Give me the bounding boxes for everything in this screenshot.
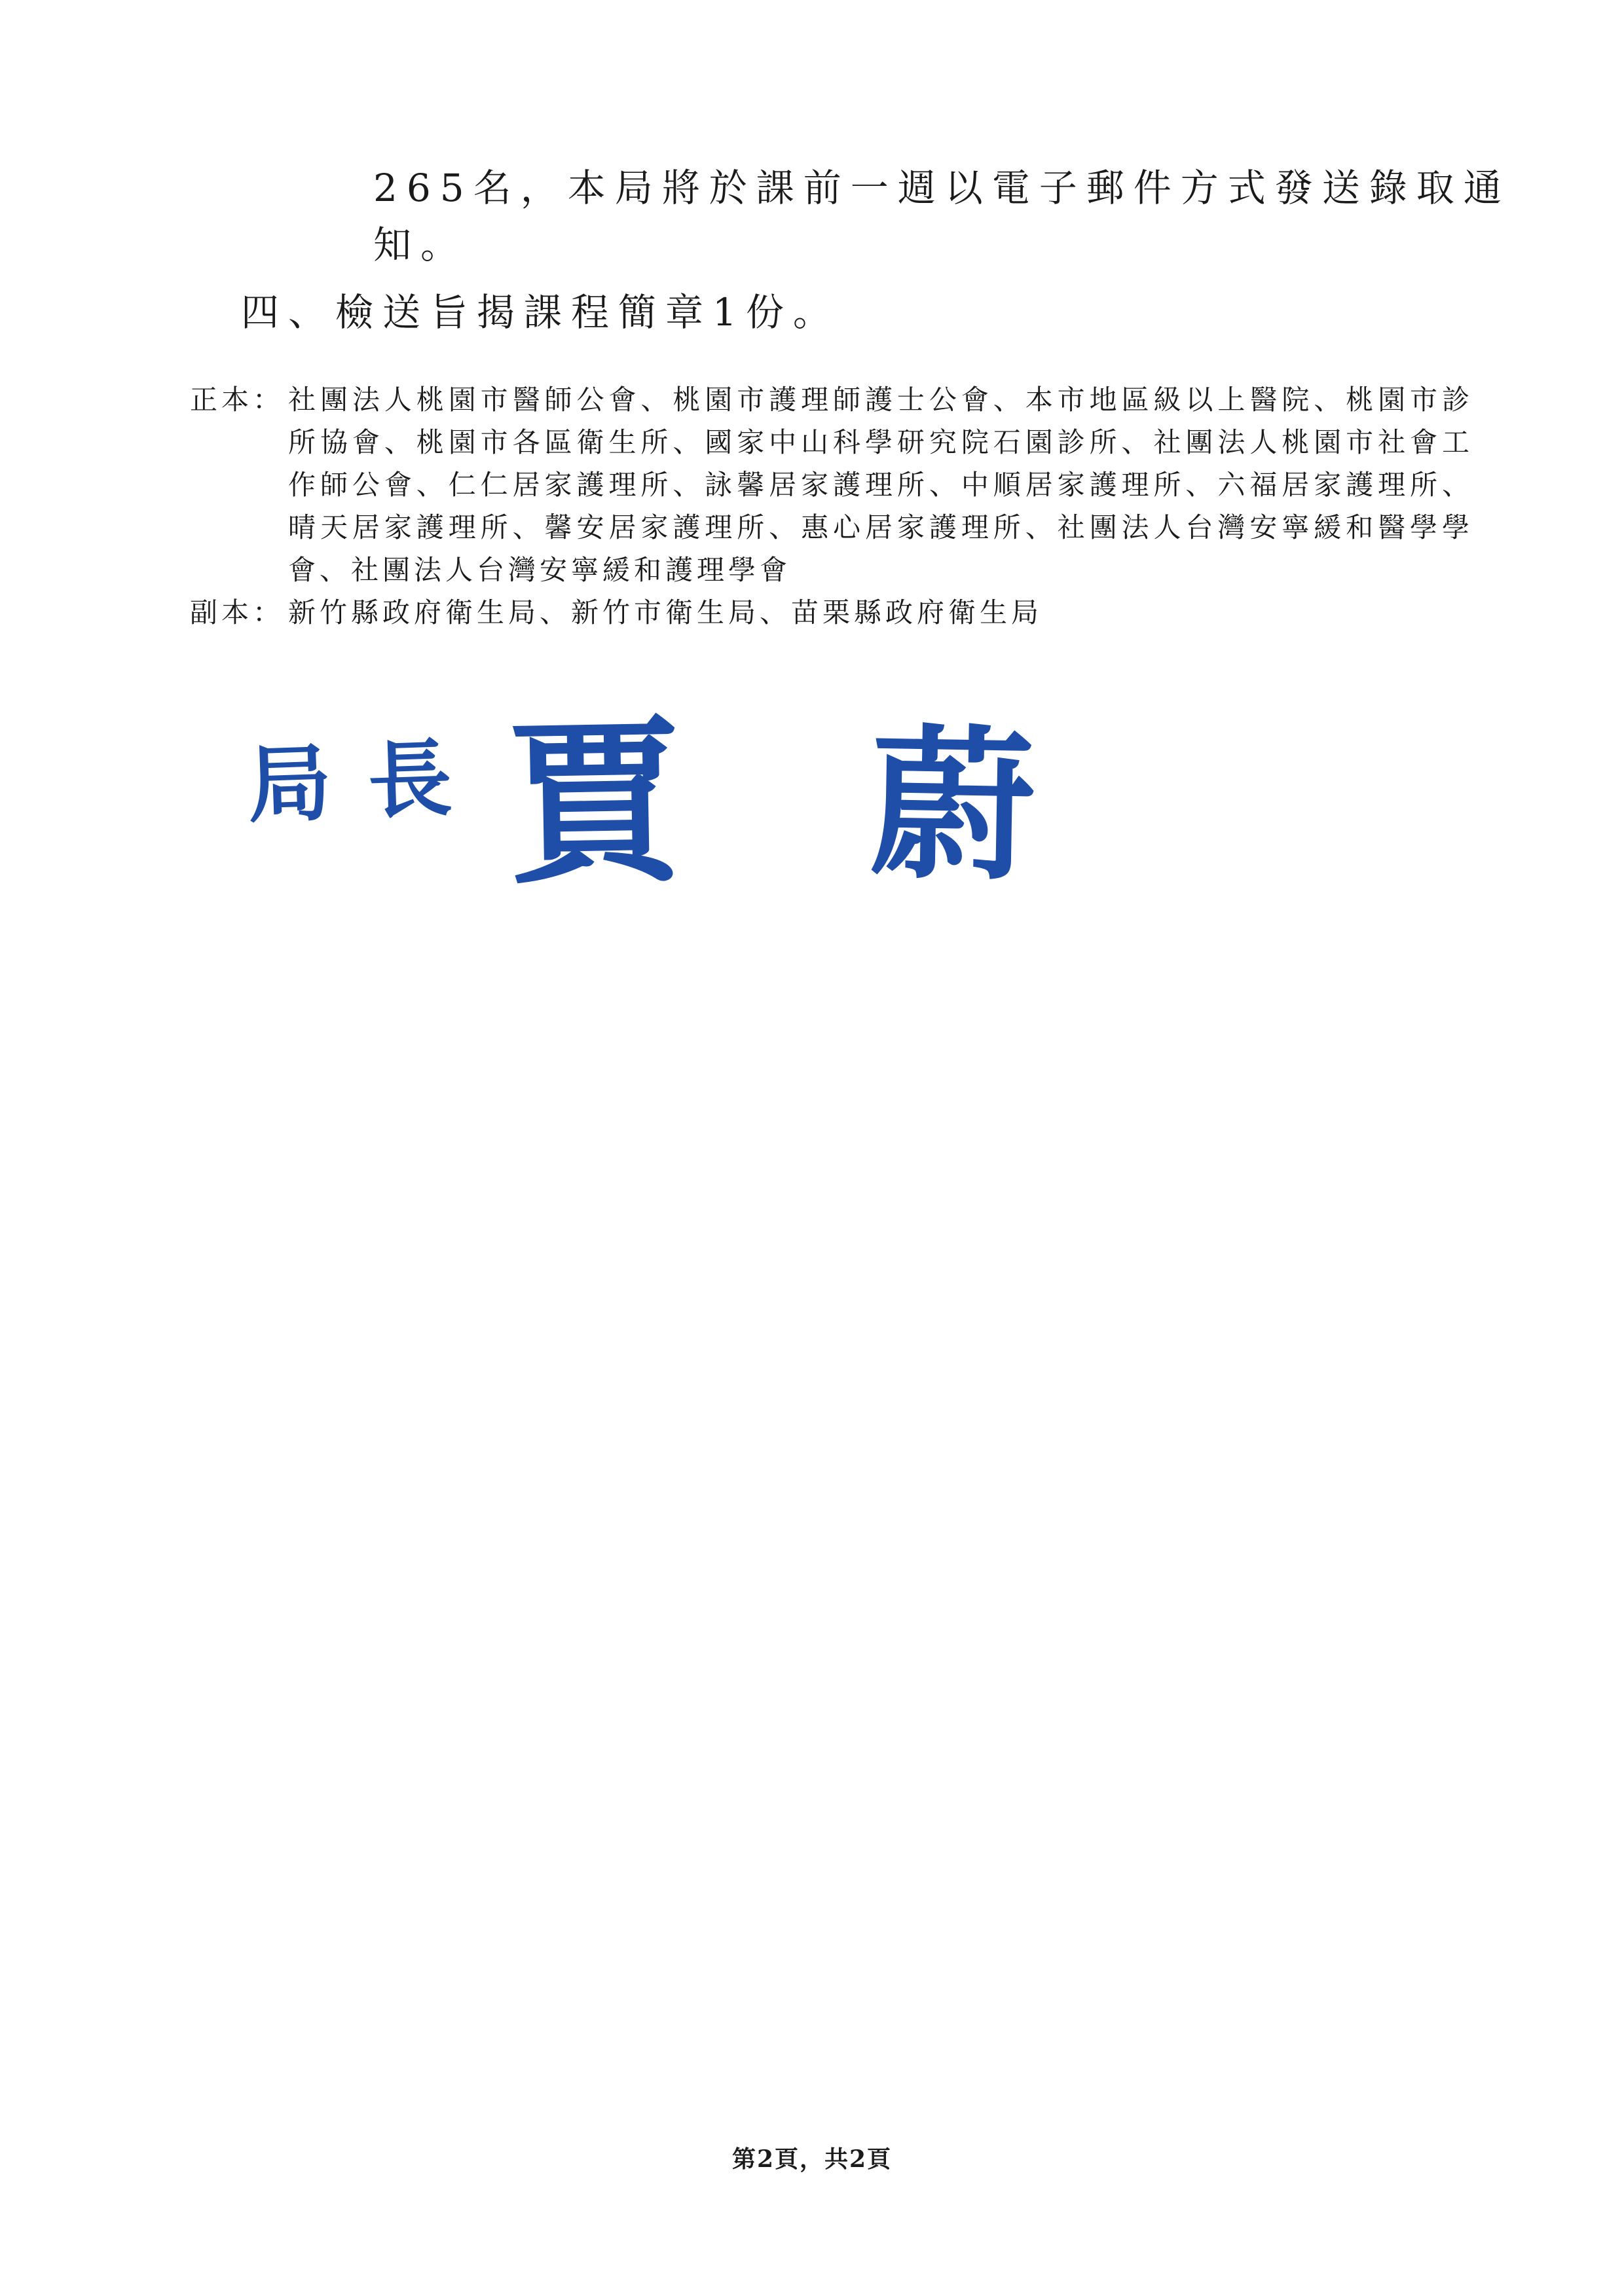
primary-recipients-row [190, 378, 1500, 591]
copy-recipients-text: 新竹縣政府衛生局、新竹市衛生局、苗栗縣政府衛生局 [288, 596, 1043, 629]
primary-recipients-label: 正本： [190, 384, 285, 416]
copy-recipients-row [190, 591, 1500, 634]
distribution-list [190, 378, 1500, 634]
signature-name-stamp-1: 賈 [506, 698, 683, 909]
copy-recipients-label: 副本： [190, 596, 285, 629]
paragraph-3-line-1: 265名，本局將於課前一週以電子郵件方式發送錄取通 [373, 166, 1511, 210]
signature-name-stamp-2: 蔚 [869, 707, 1037, 903]
page-number: 第2頁，共2頁 [731, 2145, 893, 2173]
primary-recipients-text: 社團法人桃園市醫師公會、桃園市護理師護士公會、本市地區級以上醫院、桃園市診所協會、桃園市各區衛生所、國家中山科學研究院石園診所、社團法人桃園市社會工作師公會、仁仁居家護理所、詠馨居家護理所、中順居家護理所、六福居家護理所、晴天居家護理所、馨安居家護理所、惠心居家護理所、社團法人台灣安寧緩和醫學學會、社團法人台灣安寧緩和護理學會 [288, 384, 1473, 586]
paragraph-3-line-2: 知。 [373, 223, 468, 267]
paragraph-4: 四、檢送旨揭課程簡章1份。 [241, 290, 840, 335]
signature-title-stamp: 局長 [246, 728, 490, 835]
